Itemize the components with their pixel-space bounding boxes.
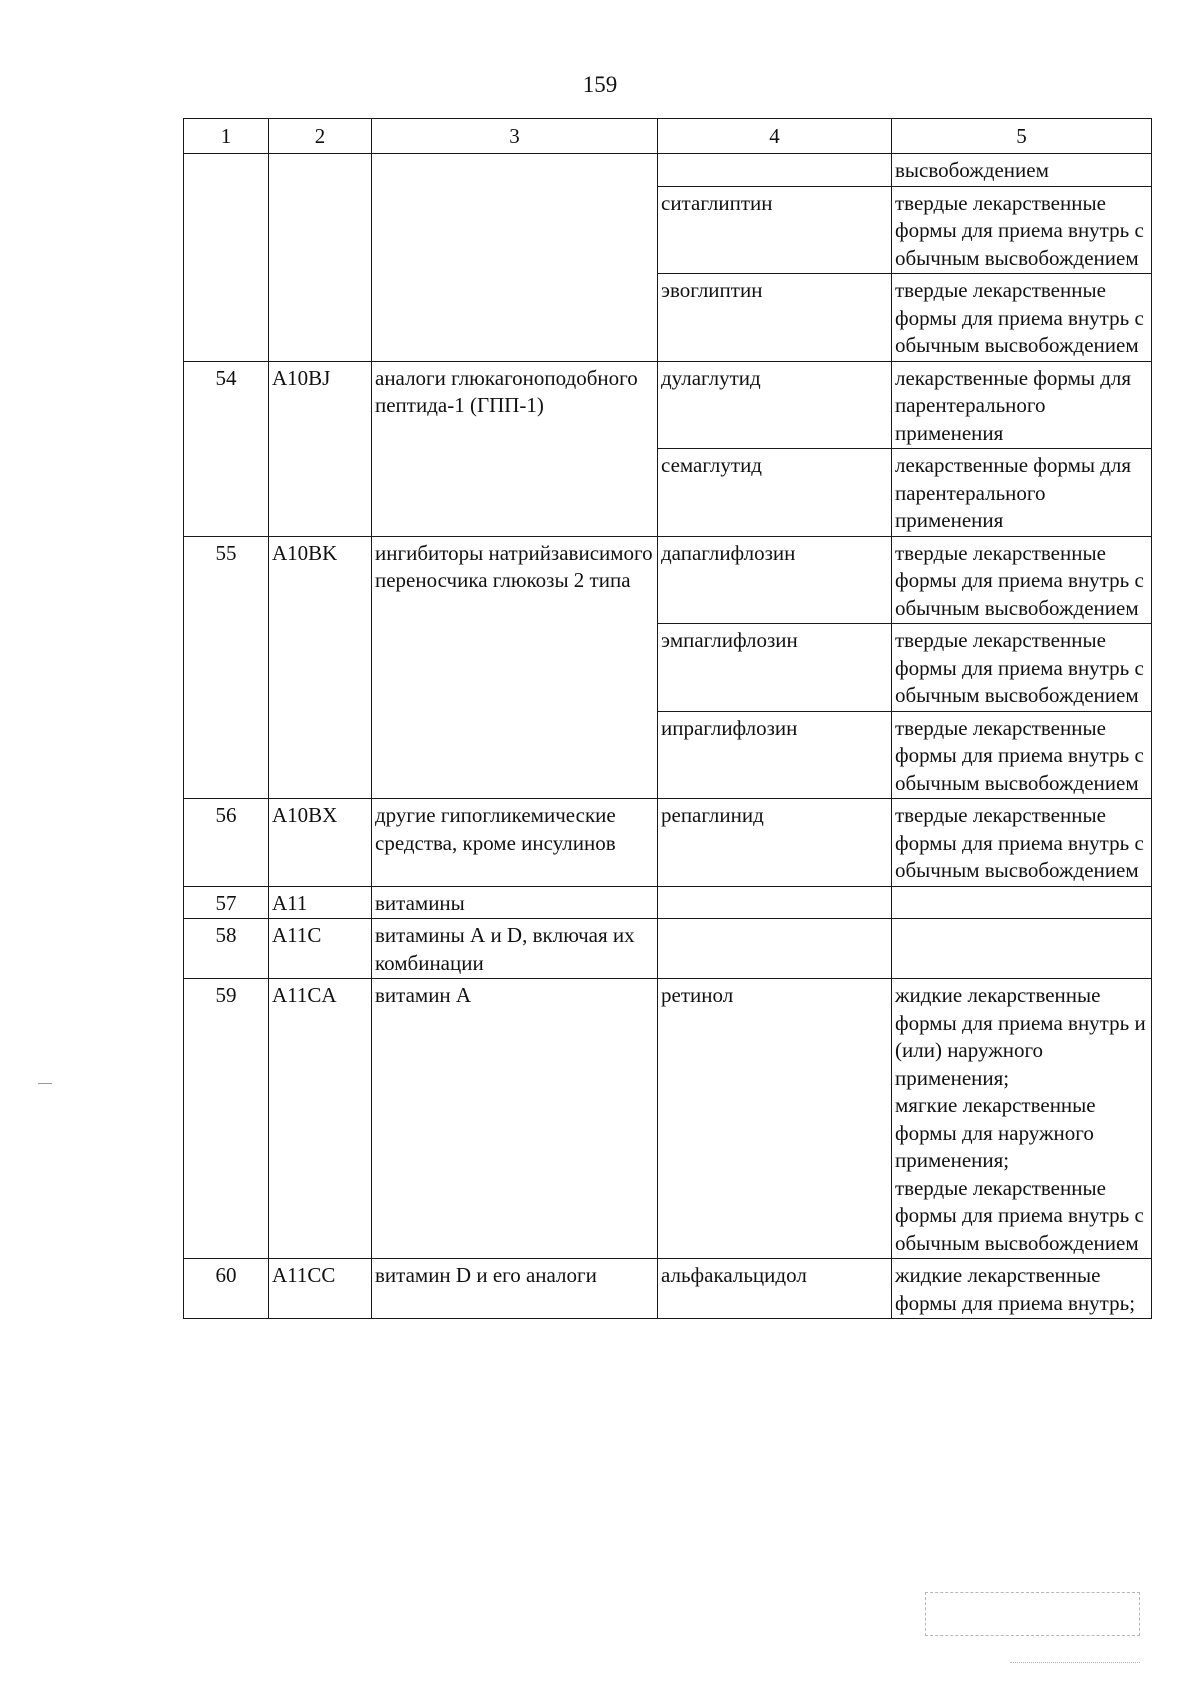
header-cell-5: 5 — [892, 119, 1152, 154]
atc-code-cell: A10BJ — [269, 361, 372, 449]
row-number-cell — [184, 186, 269, 274]
dosage-forms-cell: твердые лекарственные формы для приема внутрь с обычным высвобождением — [892, 536, 1152, 624]
table-row — [184, 711, 1152, 799]
anatomical-group-cell: ингибиторы натрийзависимого переносчика глюкозы 2 типа — [372, 536, 658, 624]
row-number-cell: 59 — [184, 979, 269, 1259]
drug-name-cell: эвоглиптин — [658, 274, 892, 362]
page-number: 159 — [582, 72, 618, 97]
anatomical-group-cell: витамины — [372, 886, 658, 919]
anatomical-group-cell — [372, 274, 658, 362]
drug-name-cell: дапаглифлозин — [658, 536, 892, 624]
anatomical-group-cell: витамин А — [372, 979, 658, 1259]
drug-name-cell: дулаглутид — [658, 361, 892, 449]
row-number-cell — [184, 624, 269, 712]
table-row — [184, 186, 1152, 274]
table-header-row — [184, 119, 1152, 154]
atc-code-cell — [269, 711, 372, 799]
row-number-cell: 56 — [184, 799, 269, 887]
table-row — [184, 799, 1152, 887]
drug-name-cell: ипраглифлозин — [658, 711, 892, 799]
dosage-forms-cell: жидкие лекарственные формы для приема внутрь; — [892, 1259, 1152, 1319]
dosage-forms-cell — [892, 919, 1152, 979]
table-row — [184, 886, 1152, 919]
atc-code-cell: A11CC — [269, 1259, 372, 1319]
dosage-forms-cell: твердые лекарственные формы для приема внутрь с обычным высвобождением — [892, 799, 1152, 887]
atc-code-cell — [269, 624, 372, 712]
atc-code-cell: A10BK — [269, 536, 372, 624]
anatomical-group-cell: аналоги глюкагоноподобного пептида-1 (ГПП-1) — [372, 361, 658, 449]
drug-name-cell: репаглинид — [658, 799, 892, 887]
dosage-forms-cell: высвобождением — [892, 154, 1152, 187]
drug-name-cell: альфакальцидол — [658, 1259, 892, 1319]
row-number-cell: 60 — [184, 1259, 269, 1319]
header-cell-1: 1 — [184, 119, 269, 154]
stamp-dotted-line — [1010, 1662, 1140, 1663]
anatomical-group-cell — [372, 711, 658, 799]
row-number-cell: 55 — [184, 536, 269, 624]
row-number-cell — [184, 154, 269, 187]
table-row — [184, 1259, 1152, 1319]
anatomical-group-cell: витамин D и его аналоги — [372, 1259, 658, 1319]
table-row — [184, 274, 1152, 362]
header-cell-4: 4 — [658, 119, 892, 154]
drug-list-table — [183, 118, 1152, 1319]
atc-code-cell — [269, 186, 372, 274]
anatomical-group-cell: другие гипогликемические средства, кроме инсулинов — [372, 799, 658, 887]
table-row — [184, 979, 1152, 1259]
atc-code-cell — [269, 449, 372, 537]
atc-code-cell: A10BX — [269, 799, 372, 887]
anatomical-group-cell — [372, 449, 658, 537]
approval-stamp — [925, 1592, 1140, 1636]
row-number-cell — [184, 449, 269, 537]
row-number-cell: 58 — [184, 919, 269, 979]
atc-code-cell — [269, 274, 372, 362]
table-row — [184, 624, 1152, 712]
dosage-forms-cell: твердые лекарственные формы для приема внутрь с обычным высвобождением — [892, 186, 1152, 274]
header-cell-3: 3 — [372, 119, 658, 154]
drug-name-cell: семаглутид — [658, 449, 892, 537]
anatomical-group-cell: витамины А и D, включая их комбинации — [372, 919, 658, 979]
row-number-cell: 54 — [184, 361, 269, 449]
drug-name-cell: ситаглиптин — [658, 186, 892, 274]
drug-name-cell — [658, 154, 892, 187]
atc-code-cell — [269, 154, 372, 187]
dosage-forms-cell: твердые лекарственные формы для приема внутрь с обычным высвобождением — [892, 711, 1152, 799]
dosage-forms-cell: твердые лекарственные формы для приема внутрь с обычным высвобождением — [892, 274, 1152, 362]
anatomical-group-cell — [372, 624, 658, 712]
dosage-forms-cell: лекарственные формы для парентерального применения — [892, 361, 1152, 449]
dosage-forms-cell: твердые лекарственные формы для приема внутрь с обычным высвобождением — [892, 624, 1152, 712]
table-row — [184, 919, 1152, 979]
atc-code-cell: A11 — [269, 886, 372, 919]
dosage-forms-cell: жидкие лекарственные формы для приема внутрь и (или) наружного применения; мягкие лекарственные формы для наружного применения; твердые лекарственные формы для приема внутрь с обычным высвобождением — [892, 979, 1152, 1259]
dosage-forms-cell: лекарственные формы для парентерального применения — [892, 449, 1152, 537]
dosage-forms-cell — [892, 886, 1152, 919]
table-row — [184, 154, 1152, 187]
atc-code-cell: A11CA — [269, 979, 372, 1259]
table-row — [184, 361, 1152, 449]
drug-name-cell — [658, 919, 892, 979]
row-number-cell — [184, 274, 269, 362]
anatomical-group-cell — [372, 186, 658, 274]
drug-name-cell: ретинол — [658, 979, 892, 1259]
row-number-cell — [184, 711, 269, 799]
row-number-cell: 57 — [184, 886, 269, 919]
margin-mark — [38, 1083, 52, 1084]
drug-name-cell: эмпаглифлозин — [658, 624, 892, 712]
table-row — [184, 536, 1152, 624]
table-row — [184, 449, 1152, 537]
drug-name-cell — [658, 886, 892, 919]
anatomical-group-cell — [372, 154, 658, 187]
atc-code-cell: A11C — [269, 919, 372, 979]
header-cell-2: 2 — [269, 119, 372, 154]
